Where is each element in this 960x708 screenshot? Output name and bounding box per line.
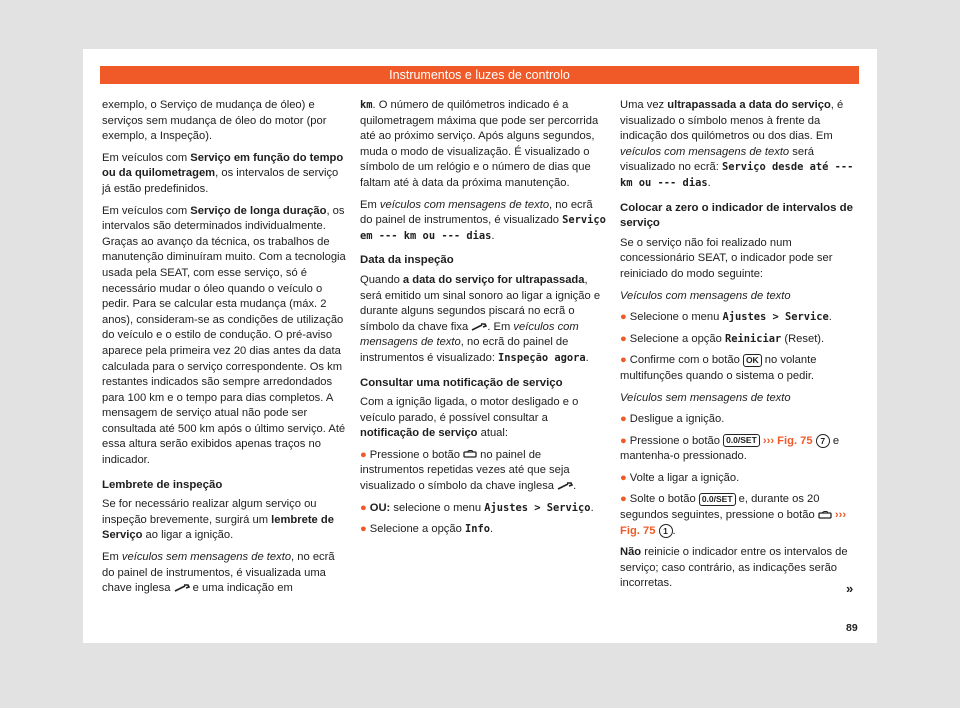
list-item: ● Pressione o botão no painel de instrumentos repetidas vezes até que seja visualizado o símbolo da chave inglesa . [360, 448, 577, 493]
list-item: ● Confirme com o botão OK no volante multifunções quando o sistema o pedir. [620, 354, 817, 382]
paragraph: Em veículos com Serviço de longa duração, os intervalos são determinados individualmente. Graças ao avanço da técnica, os trabalhos de manutenção diminuíram muito. Com a tecnologia usada pela SEAT, com esse serviço, só é necessário mudar o óleo quando o veículo o pedir. Para se calcular esta mudança (máx. 2 anos), consideram-se as condições de utilização do veículo e o estilo de condução. O pré-aviso aparece pela primeira vez 20 dias antes da data calculada para o serviço correspondente. Os km restantes indicados são sempre arredondados para 100 km e o tempo para dias completos. A mensagem de serviço atual não pode ser consultada até 500 km após o último serviço. Até essa altura serão exibidos apenas traços no indicador. [102, 204, 346, 467]
bullet-icon: ● [360, 448, 367, 461]
ok-key-icon: OK [743, 354, 762, 367]
car-menu-icon [818, 511, 832, 520]
callout-number: 1 [659, 524, 673, 538]
bullet-icon: ● [620, 471, 627, 484]
paragraph: Em veículos com mensagens de texto, no ecrã do painel de instrumentos, é visualizado Serviço em --- km ou --- dias. [360, 198, 606, 242]
list-item: ● Volte a ligar a ignição. [620, 471, 740, 484]
list-item: ● OU: selecione o menu Ajustes > Serviço. [360, 501, 594, 514]
paragraph: Não reinicie o indicador entre os intervalos de serviço; caso contrário, as indicações serão incorretas. [620, 546, 848, 590]
subheading: Veículos com mensagens de texto [620, 289, 791, 302]
column-1 [102, 98, 348, 603]
section-heading: Lembrete de inspeção [102, 478, 223, 491]
paragraph: Em veículos sem mensagens de texto, no ecrã do painel de instrumentos, é visualizada uma chave inglesa e uma indicação em [102, 551, 335, 595]
paragraph: exemplo, o Serviço de mudança de óleo) e serviços sem mudança de óleo do motor (por exemplo, a Inspeção). [102, 99, 327, 143]
continue-mark: » [846, 581, 854, 596]
set-key-icon: 0.0/SET [699, 493, 736, 506]
list-item: ● Selecione o menu Ajustes > Service. [620, 311, 832, 324]
bullet-icon: ● [620, 311, 627, 324]
wrench-icon [471, 323, 487, 331]
list-item: ● Selecione a opção Reiniciar (Reset). [620, 332, 825, 345]
figure-reference: ››› Fig. 75 [759, 434, 813, 447]
bullet-icon: ● [620, 493, 627, 506]
column-3 [620, 98, 866, 598]
paragraph: Se o serviço não foi realizado num concessionário SEAT, o indicador pode ser reiniciado do modo seguinte: [620, 236, 833, 280]
page-number: 89 [846, 622, 858, 634]
subheading: Veículos sem mensagens de texto [620, 391, 791, 404]
set-key-icon: 0.0/SET [723, 434, 760, 447]
wrench-icon [557, 482, 573, 490]
figure-reference: ››› Fig. 75 [620, 509, 847, 537]
bullet-icon: ● [620, 413, 627, 426]
bullet-icon: ● [620, 354, 627, 367]
bullet-icon: ● [360, 501, 367, 514]
bullet-icon: ● [620, 332, 627, 345]
section-heading: Data da inspeção [360, 254, 454, 267]
list-item: ● Desligue a ignição. [620, 413, 725, 426]
paragraph: Se for necessário realizar algum serviço ou inspeção brevemente, surgirá um lembrete de Serviço ao ligar a ignição. [102, 498, 334, 542]
section-heading: Consultar uma notificação de serviço [360, 376, 563, 389]
list-item: ● Pressione o botão 0.0/SET ››› Fig. 75 7 e mantenha-o pressionado. [620, 434, 840, 463]
paragraph: Uma vez ultrapassada a data do serviço, é visualizado o símbolo menos à frente da indicação dos quilómetros ou dos dias. Em veículos com mensagens de texto será visualizado no ecrã: Serviço desde até --- km ou --- dias. [620, 99, 854, 189]
bullet-icon: ● [620, 434, 627, 447]
car-menu-icon [463, 450, 477, 459]
callout-number: 7 [816, 434, 830, 448]
wrench-icon [174, 584, 190, 592]
column-2 [360, 98, 606, 544]
list-item: ● Selecione a opção Info. [360, 523, 494, 536]
paragraph: Quando a data do serviço for ultrapassada, será emitido um sinal sonoro ao ligar a ignição e durante alguns segundos piscará no ecrã o símbolo da chave fixa . Em veículos com mensagens de texto, no ecrã do painel de instrumentos é visualizado: Inspeção agora. [360, 273, 601, 364]
list-item: ● Solte o botão 0.0/SET e, durante os 20 segundos seguintes, pressione o botão ››› Fig. 75 1 . [620, 493, 847, 537]
bullet-icon: ● [360, 523, 367, 536]
paragraph: km. O número de quilómetros indicado é a quilometragem máxima que pode ser percorrida até ao próximo serviço. Após alguns segundos, muda o modo de visualização. É visualizado o símbolo de um relógio e o número de dias que faltam até à data da próxima manutenção. [360, 99, 599, 189]
page-header: Instrumentos e luzes de controlo [100, 66, 859, 84]
paragraph: Em veículos com Serviço em função do tempo ou da quilometragem, os intervalos de serviço já estão predefinidos. [102, 151, 344, 195]
section-heading: Colocar a zero o indicador de intervalos de serviço [620, 201, 853, 230]
paragraph: Com a ignição ligada, o motor desligado e o veículo parado, é possível consultar a notificação de serviço atual: [360, 396, 579, 440]
